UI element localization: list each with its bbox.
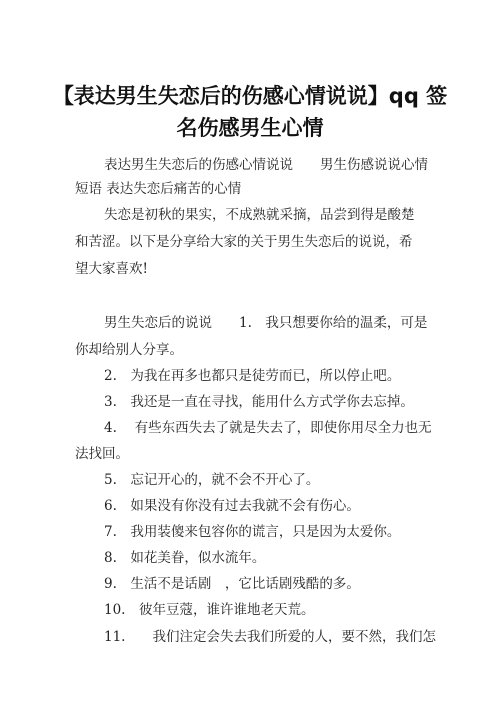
list-item-4-cont: 法找回。 bbox=[75, 446, 129, 462]
list-item-4: 4. 有些东西失去了就是失去了，即使你用尽全力也无 bbox=[104, 420, 432, 436]
list-item-9: 9. 生活不是话剧 ，它比话剧残酷的多。 bbox=[104, 576, 360, 592]
list-item-10: 10. 彼年豆蔻，谁许谁地老天荒。 bbox=[104, 602, 315, 618]
paragraph-line-3: 望大家喜欢! bbox=[75, 261, 148, 277]
document-title-line-2: 名伤感男生心情 bbox=[176, 116, 324, 140]
intro-line-1: 表达男生失恋后的伤感心情说说 男生伤感说说心情 bbox=[104, 157, 428, 173]
list-item-2: 2. 为我在再多也都只是徒劳而已，所以停止吧。 bbox=[104, 368, 401, 384]
intro-line-2: 短语 表达失恋后痛苦的心情 bbox=[75, 181, 242, 197]
list-item-5: 5. 忘记开心的，就不会不开心了。 bbox=[104, 472, 320, 488]
list-item-11: 11. 我们注定会失去我们所爱的人，要不然，我们怎 bbox=[104, 629, 436, 645]
document-title-line-1: 【表达男生失恋后的伤感心情说说】qq 签 bbox=[52, 84, 448, 108]
paragraph-line-1: 失恋是初秋的果实，不成熟就采摘，品尝到得是酸楚 bbox=[104, 207, 415, 223]
list-heading-line: 男生失恋后的说说 1. 我只想要你给的温柔，可是 bbox=[104, 315, 428, 331]
list-item-7: 7. 我用装傻来包容你的谎言，只是因为太爱你。 bbox=[104, 524, 401, 540]
list-item-6: 6. 如果没有你没有过去我就不会有伤心。 bbox=[104, 498, 360, 514]
list-item-3: 3. 我还是一直在寻找，能用什么方式学你去忘掉。 bbox=[104, 394, 414, 410]
paragraph-line-2: 和苦涩。以下是分享给大家的关于男生失恋后的说说，希 bbox=[75, 234, 413, 250]
list-item-1-cont: 你却给别人分享。 bbox=[75, 342, 183, 358]
list-item-8: 8. 如花美眷，似水流年。 bbox=[104, 550, 266, 566]
